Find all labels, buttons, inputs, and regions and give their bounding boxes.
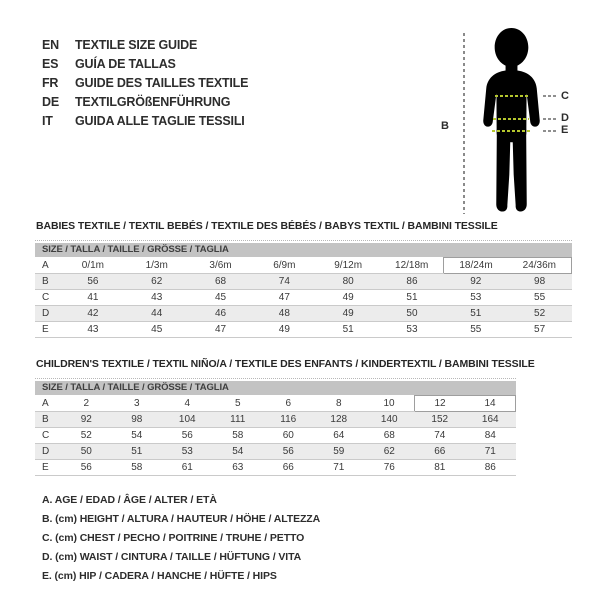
size-cell: 74 [415, 428, 466, 444]
size-cell: 49 [316, 290, 380, 306]
size-cell: 98 [508, 274, 572, 290]
size-cell: 51 [380, 290, 444, 306]
row-label: A [35, 258, 61, 274]
language-row-de [42, 93, 248, 112]
chest-guide-line [543, 95, 557, 97]
size-cell: 92 [444, 274, 508, 290]
language-code: ES [42, 57, 59, 71]
row-label: C [35, 428, 61, 444]
row-label: D [35, 306, 61, 322]
size-cell: 111 [213, 412, 264, 428]
size-cell: 86 [465, 460, 516, 476]
babies-table-grid [35, 257, 572, 338]
size-cell: 62 [125, 274, 189, 290]
size-cell: 18/24m [444, 258, 508, 274]
size-cell: 5 [213, 396, 264, 412]
size-cell: 84 [465, 428, 516, 444]
size-cell: 1/3m [125, 258, 189, 274]
size-row-c [35, 428, 516, 444]
hip-label: E [561, 124, 569, 136]
size-cell: 56 [61, 274, 125, 290]
size-row-e [35, 322, 572, 338]
size-cell: 6/9m [252, 258, 316, 274]
legend-item: D. (cm) WAIST / CINTURA / TAILLE / HÜFTUNG / VITA [42, 551, 302, 563]
size-cell: 57 [508, 322, 572, 338]
children-table-grid [35, 395, 516, 476]
size-cell: 41 [61, 290, 125, 306]
size-cell: 10 [364, 396, 415, 412]
legend-item: C. (cm) CHEST / PECHO / POITRINE / TRUHE / PETTO [42, 532, 305, 544]
size-cell: 71 [314, 460, 365, 476]
language-code: EN [42, 38, 59, 52]
row-label: E [35, 460, 61, 476]
size-row-d [35, 306, 572, 322]
size-cell: 64 [314, 428, 365, 444]
row-label: C [35, 290, 61, 306]
size-cell: 46 [189, 306, 253, 322]
size-cell: 24/36m [508, 258, 572, 274]
row-label: B [35, 274, 61, 290]
language-row-en [42, 36, 248, 55]
size-cell: 71 [465, 444, 516, 460]
size-cell: 2 [61, 396, 112, 412]
size-cell: 3 [112, 396, 163, 412]
size-cell: 45 [125, 322, 189, 338]
size-cell: 45 [189, 290, 253, 306]
size-row-b [35, 412, 516, 428]
size-cell: 8 [314, 396, 365, 412]
size-cell: 48 [252, 306, 316, 322]
size-cell: 98 [112, 412, 163, 428]
row-label: D [35, 444, 61, 460]
size-row-d [35, 444, 516, 460]
size-cell: 54 [213, 444, 264, 460]
chest-measure-line [495, 95, 528, 97]
legend-item: B. (cm) HEIGHT / ALTURA / HAUTEUR / HÖHE / ALTEZZA [42, 513, 321, 525]
size-cell: 3/6m [189, 258, 253, 274]
size-cell: 86 [380, 274, 444, 290]
language-label: GUÍA DE TALLAS [75, 57, 176, 71]
chest-label: C [561, 90, 569, 102]
size-cell: 54 [112, 428, 163, 444]
size-cell: 55 [508, 290, 572, 306]
size-cell: 43 [61, 322, 125, 338]
size-cell: 14 [465, 396, 516, 412]
size-row-b [35, 274, 572, 290]
size-cell: 51 [112, 444, 163, 460]
size-cell: 53 [380, 322, 444, 338]
size-row-a [35, 258, 572, 274]
measurement-legend [42, 491, 320, 586]
size-cell: 0/1m [61, 258, 125, 274]
size-cell: 47 [189, 322, 253, 338]
size-cell: 56 [61, 460, 112, 476]
size-cell: 80 [316, 274, 380, 290]
size-cell: 49 [316, 306, 380, 322]
size-cell: 164 [465, 412, 516, 428]
size-cell: 44 [125, 306, 189, 322]
size-cell: 152 [415, 412, 466, 428]
legend-item: E. (cm) HIP / CADERA / HANCHE / HÜFTE / HIPS [42, 570, 277, 582]
size-cell: 74 [252, 274, 316, 290]
size-cell: 68 [189, 274, 253, 290]
size-cell: 62 [364, 444, 415, 460]
size-cell: 50 [61, 444, 112, 460]
waist-guide-line [543, 118, 557, 120]
children-size-header: SIZE / TALLA / TAILLE / GRÖSSE / TAGLIA [35, 381, 516, 395]
size-cell: 49 [252, 322, 316, 338]
size-cell: 60 [263, 428, 314, 444]
language-list [42, 36, 248, 131]
size-cell: 4 [162, 396, 213, 412]
language-label: TEXTILE SIZE GUIDE [75, 38, 198, 52]
babies-size-header: SIZE / TALLA / TAILLE / GRÖSSE / TAGLIA [35, 243, 572, 257]
size-cell: 12/18m [380, 258, 444, 274]
size-row-c [35, 290, 572, 306]
size-row-a [35, 396, 516, 412]
size-cell: 51 [444, 306, 508, 322]
height-label: B [441, 120, 449, 132]
size-cell: 66 [415, 444, 466, 460]
size-cell: 92 [61, 412, 112, 428]
children-size-table [35, 378, 516, 476]
size-cell: 56 [162, 428, 213, 444]
children-table-title: CHILDREN'S TEXTILE / TEXTIL NIÑO/A / TEXTILE DES ENFANTS / KINDERTEXTIL / BAMBINI TESSILE [36, 358, 535, 370]
size-cell: 128 [314, 412, 365, 428]
size-cell: 59 [314, 444, 365, 460]
size-cell: 52 [508, 306, 572, 322]
size-cell: 81 [415, 460, 466, 476]
size-cell: 76 [364, 460, 415, 476]
language-label: GUIDA ALLE TAGLIE TESSILI [75, 114, 245, 128]
height-measure-line [463, 33, 465, 214]
size-row-e [35, 460, 516, 476]
size-cell: 58 [112, 460, 163, 476]
hip-measure-line [492, 130, 530, 132]
language-row-fr [42, 74, 248, 93]
size-cell: 68 [364, 428, 415, 444]
size-cell: 140 [364, 412, 415, 428]
hip-guide-line [543, 130, 557, 132]
size-cell: 9/12m [316, 258, 380, 274]
language-code: FR [42, 76, 59, 90]
child-silhouette [452, 26, 571, 216]
row-label: B [35, 412, 61, 428]
size-cell: 47 [252, 290, 316, 306]
size-cell: 42 [61, 306, 125, 322]
size-cell: 63 [213, 460, 264, 476]
size-cell: 51 [316, 322, 380, 338]
language-label: GUIDE DES TAILLES TEXTILE [75, 76, 249, 90]
language-code: IT [42, 114, 53, 128]
size-cell: 6 [263, 396, 314, 412]
size-cell: 58 [213, 428, 264, 444]
babies-size-table [35, 240, 572, 338]
size-cell: 12 [415, 396, 466, 412]
size-cell: 104 [162, 412, 213, 428]
waist-label: D [561, 112, 569, 124]
row-label: A [35, 396, 61, 412]
language-row-es [42, 55, 248, 74]
waist-measure-line [493, 118, 529, 120]
size-cell: 61 [162, 460, 213, 476]
language-label: TEXTILGRÖßENFÜHRUNG [75, 95, 231, 109]
row-label: E [35, 322, 61, 338]
language-row-it [42, 112, 248, 131]
size-cell: 55 [444, 322, 508, 338]
legend-item: A. AGE / EDAD / ÂGE / ALTER / ETÀ [42, 494, 217, 506]
language-code: DE [42, 95, 59, 109]
size-cell: 56 [263, 444, 314, 460]
size-cell: 50 [380, 306, 444, 322]
babies-table-title: BABIES TEXTILE / TEXTIL BEBÉS / TEXTILE DES BÉBÉS / BABYS TEXTIL / BAMBINI TESSILE [36, 220, 498, 232]
size-cell: 52 [61, 428, 112, 444]
size-cell: 53 [444, 290, 508, 306]
size-cell: 116 [263, 412, 314, 428]
size-cell: 43 [125, 290, 189, 306]
size-cell: 66 [263, 460, 314, 476]
size-cell: 53 [162, 444, 213, 460]
